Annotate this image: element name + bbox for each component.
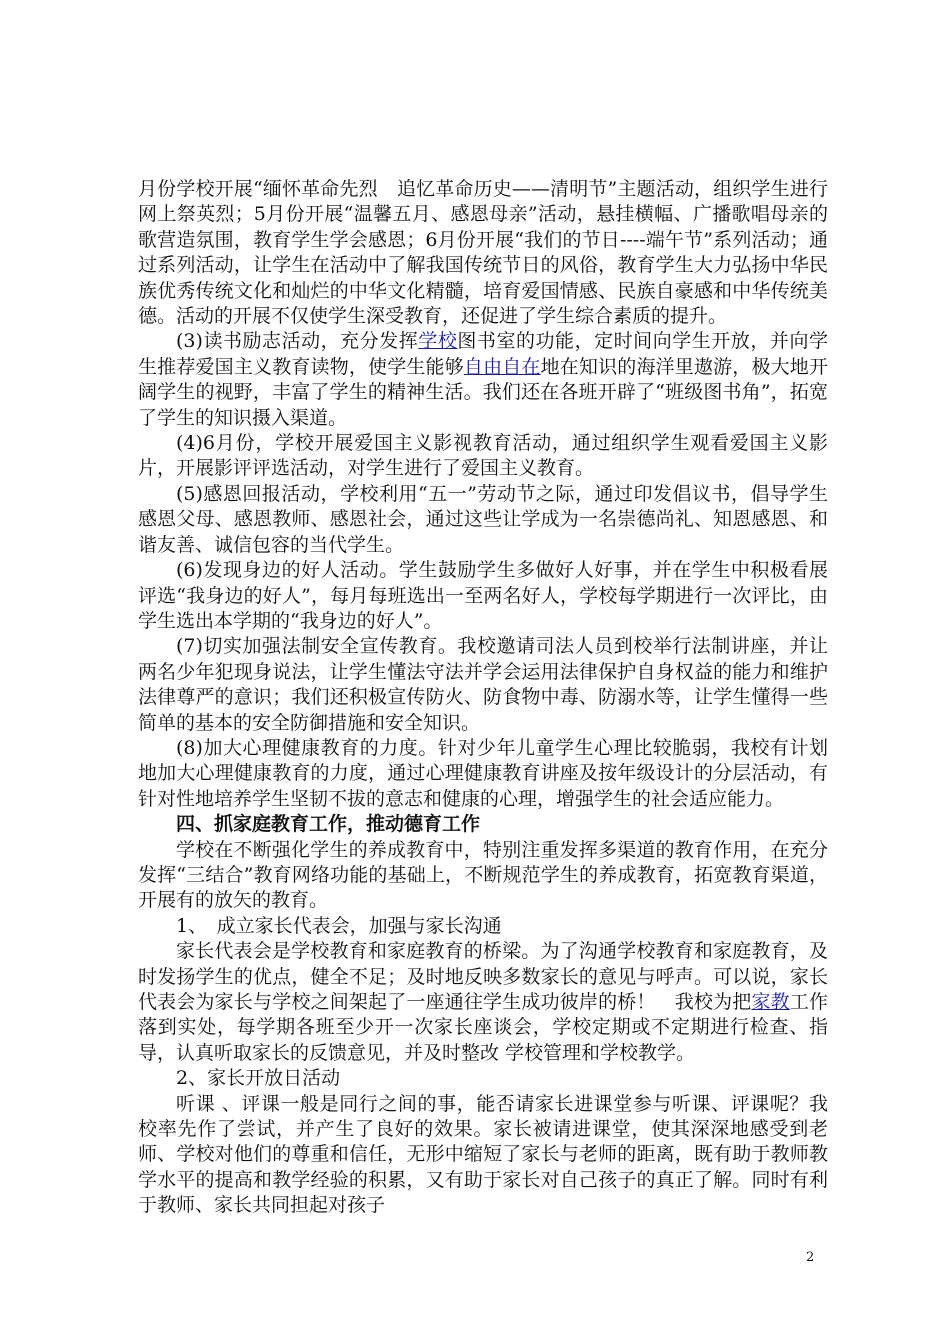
text-run: (7)切实加强法制安全宣传教育。我校邀请司法人员到校举行法制讲座，并让两名少年犯现身说法，让学生懂法守法并学会运用法律保护自身权益的能力和维护法律尊严的意识；我们还积极宣传防火、防食物中毒、防溺水等，让学生懂得一些简单的基本的安全防御措施和安全知识。 [138,635,828,734]
page-number: 2 [806,1250,815,1265]
text-run: 地在知识的海洋里遨游，极大地开阔学生的视野，丰富了学生的精神生活。我们还在各班开辟了“班级图书角”，拓宽了学生的知识摄入渠道。 [138,355,828,429]
text-run: (3)读书励志活动，充分发挥 [176,330,419,353]
text-run: 学校在不断强化学生的养成教育中，特别注重发挥多渠道的教育作用，在充分发挥“三结合”教育网络功能的基础上，不断规范学生的养成教育，拓宽教育渠道，开展有的放矢的教育。 [138,838,828,912]
text-run: (6)发现身边的好人活动。学生鼓励学生多做好人好事，并在学生中积极看展评选“我身边的好人”，每月每班选出一至两名好人，学校每学期进行一次评比，由学生选出本学期的“我身边的好人”。 [138,559,828,632]
inline-link[interactable]: 家教 [751,991,790,1013]
text-run: (4)6月份，学校开展爱国主义影视教育活动，通过组织学生观看爱国主义影片，开展影评评选活动，对学生进行了爱国主义教育。 [138,432,828,480]
paragraph [138,838,828,914]
paragraph [138,914,828,939]
paragraph [138,177,828,329]
text-run: 图书室的功能，定时间向学生开放，并向学生推荐爱国主义教育读物，使学生能够 [138,330,828,378]
paragraph [138,939,828,1066]
text-run: 四、抓家庭教育工作，推动德育工作 [176,813,481,836]
text-run: 家长代表会是学校教育和家庭教育的桥梁。为了沟通学校教育和家庭教育，及时发扬学生的优点，健全不足；及时地反映多数家长的意见与呼声。可以说，家长代表会为家长与学校之间架起了一座通往学生成功彼岸的桥！ 我校为把 [138,940,828,1013]
text-run: (8)加大心理健康教育的力度。针对少年儿童学生心理比较脆弱，我校有计划地加大心理健康教育的力度，通过心理健康教育讲座及按年级设计的分层活动，有针对性地培养学生坚韧不拔的意志和健康的心理，增强学生的社会适应能力。 [138,736,828,810]
section-heading [138,812,828,837]
text-run: 2、家长开放日活动 [176,1067,341,1090]
paragraph [138,558,828,634]
text-run: 1、 成立家长代表会，加强与家长沟通 [176,914,502,937]
paragraph [138,736,828,812]
text-run: 月份学校开展“缅怀革命先烈 追忆革命历史——清明节”主题活动，组织学生进行网上祭英烈；5月份开展“温馨五月、感恩母亲”活动，悬挂横幅、广播歌唱母亲的歌营造氛围，教育学生学会感恩；6月份开展“我们的节日----端午节”系列活动；通过系列活动，让学生在活动中了解我国传统节日的风俗，教育学生大力弘扬中华民族优秀传统文化和灿烂的中华文化精髓，培育爱国情感、民族自豪感和中华传统美德。活动的开展不仅使学生深受教育，还促进了学生综合素质的提升。 [138,178,828,328]
paragraph [138,329,828,431]
paragraph [138,634,828,736]
paragraph [138,482,828,558]
text-run: (5)感恩回报活动，学校利用“五一”劳动节之际，通过印发倡议书，倡导学生感恩父母、感恩教师、感恩社会，通过这些让学成为一名崇德尚礼、知恩感恩、和谐友善、诚信包容的当代学生。 [138,482,828,556]
paragraph [138,431,828,482]
text-run: 听课 、评课一般是同行之间的事，能否请家长进课堂参与听课、评课呢？我校率先作了尝试，并产生了良好的效果。家长被请进课堂，使其深深地感受到老师、学校对他们的尊重和信任，无形中缩短了家长与老师的距离，既有助于教师教学水平的提高和教学经验的积累，又有助于家长对自己孩子的真正了解。同时有利于教师、家长共同担起对孩子 [138,1092,828,1217]
document-body [138,177,828,1219]
inline-link[interactable]: 自由自在 [463,355,541,378]
paragraph [138,1092,828,1219]
text-run: 工作落到实处，每学期各班至少开一次家长座谈会，学校定期或不定期进行检查、指导，认真听取家长的反馈意见，并及时整改 学校管理和学校教学。 [138,991,828,1064]
paragraph [138,1066,828,1091]
inline-link[interactable]: 学校 [418,330,458,353]
